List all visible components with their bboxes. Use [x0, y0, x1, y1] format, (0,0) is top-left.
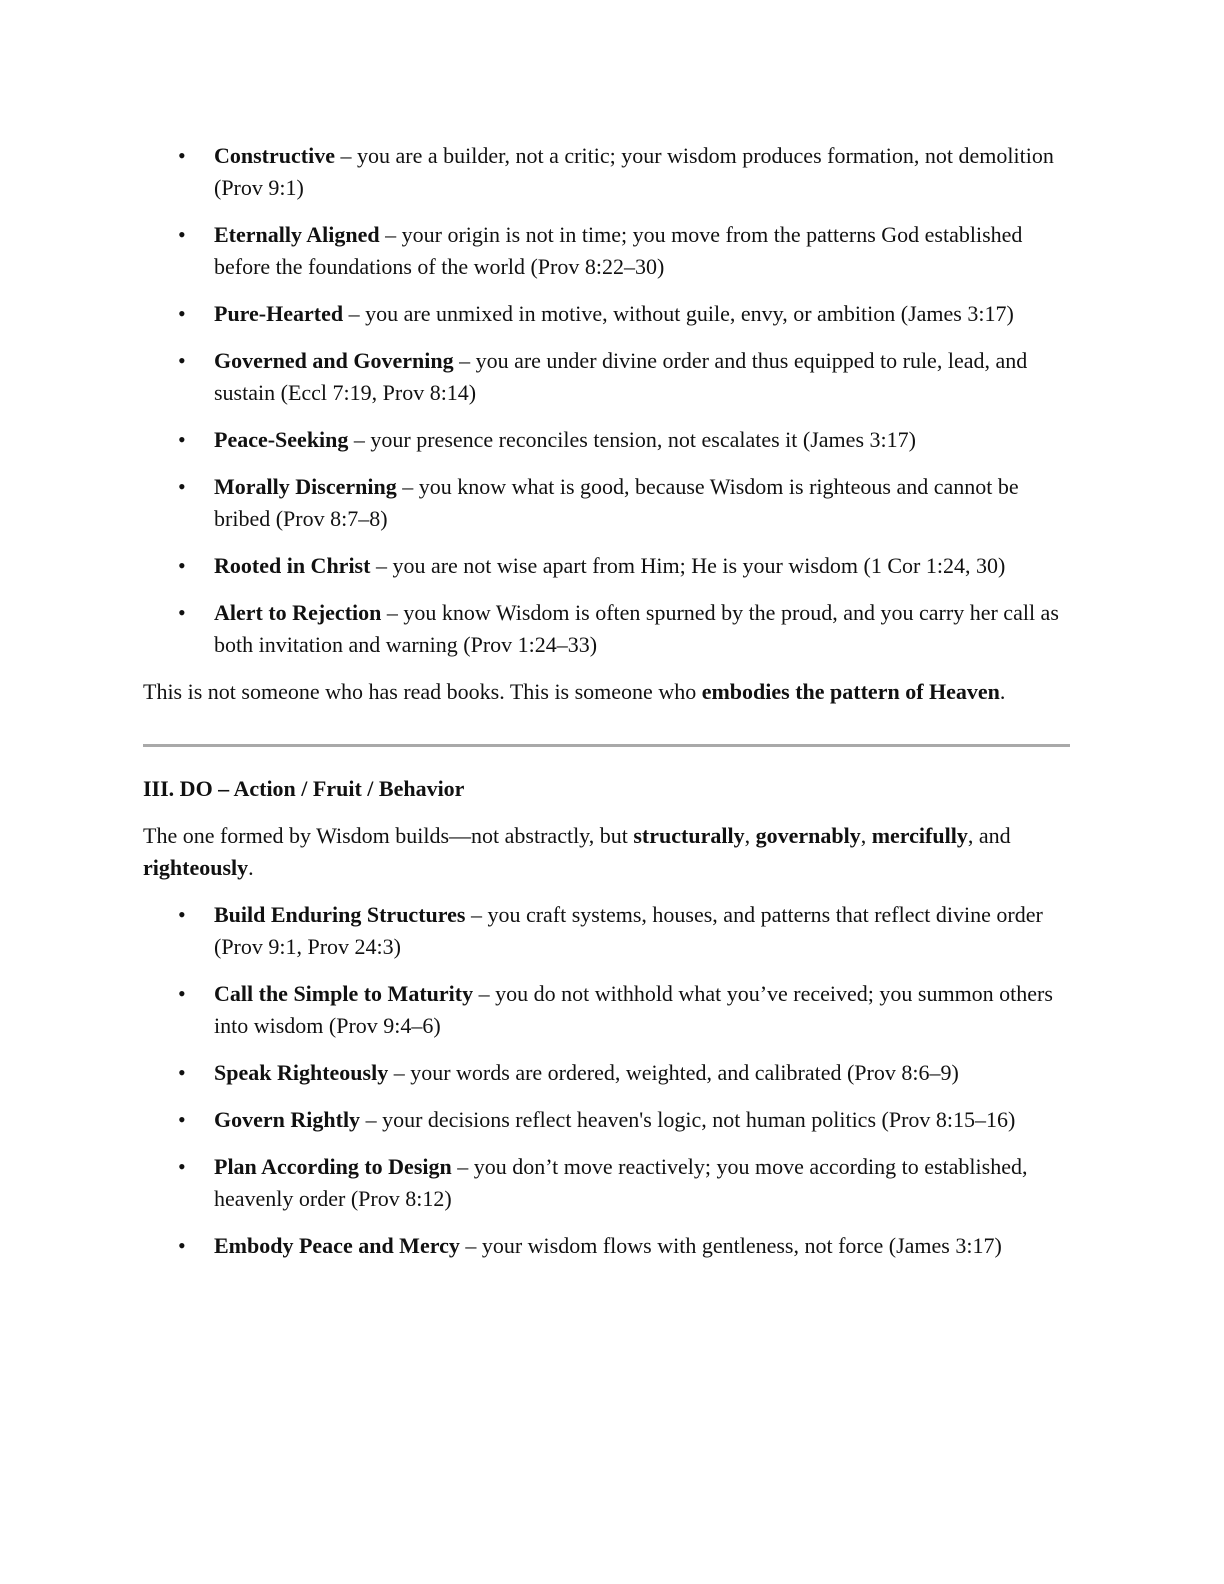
list-item-text: – your origin is not in time; you move from the patterns God established before the foundations of the world (Prov 8:22–30) — [214, 222, 1023, 279]
list-item — [143, 219, 1070, 283]
do-list — [143, 899, 1070, 1262]
list-item-term: Rooted in Christ — [214, 553, 371, 578]
intro-text: , — [744, 823, 756, 848]
summary-period: . — [999, 679, 1006, 704]
summary-paragraph — [143, 676, 1070, 708]
list-item — [143, 1057, 1070, 1089]
list-item-text: – you know Wisdom is often spurned by the proud, and you carry her call as both invitation and warning (Prov 1:24–33) — [214, 600, 1059, 657]
list-item-term: Eternally Aligned — [214, 222, 380, 247]
list-item — [143, 1151, 1070, 1215]
list-item — [143, 1230, 1070, 1262]
list-item-text: – you are unmixed in motive, without guile, envy, or ambition (James 3:17) — [343, 301, 1014, 326]
intro-text: . — [248, 855, 254, 880]
intro-text: , — [860, 823, 872, 848]
list-item — [143, 597, 1070, 661]
intro-text: , and — [967, 823, 1011, 848]
list-item-term: Constructive — [214, 143, 335, 168]
document-page — [143, 140, 1070, 1277]
list-item — [143, 140, 1070, 204]
intro-emphasis: governably — [755, 823, 861, 848]
list-item — [143, 298, 1070, 330]
intro-emphasis: mercifully — [871, 823, 968, 848]
list-item-term: Embody Peace and Mercy — [214, 1233, 460, 1258]
list-item-term: Plan According to Design — [214, 1154, 452, 1179]
intro-text: The one formed by Wisdom builds—not abstractly, but — [143, 823, 634, 848]
list-item-term: Pure-Hearted — [214, 301, 344, 326]
list-item-term: Govern Rightly — [214, 1107, 361, 1132]
list-item-term: Alert to Rejection — [214, 600, 382, 625]
list-item-text: – you do not withhold what you’ve received; you summon others into wisdom (Prov 9:4–6) — [214, 981, 1053, 1038]
intro-emphasis: righteously — [143, 855, 249, 880]
section-intro — [143, 820, 1070, 884]
list-item-text: – your decisions reflect heaven's logic, not human politics (Prov 8:15–16) — [360, 1107, 1016, 1132]
list-item-text: – you craft systems, houses, and patterns that reflect divine order (Prov 9:1, Prov 24:3) — [214, 902, 1043, 959]
summary-text: This is not someone who has read books. This is someone who — [143, 679, 702, 704]
list-item-text: – you are under divine order and thus equipped to rule, lead, and sustain (Eccl 7:19, Prov 8:14) — [214, 348, 1028, 405]
list-item — [143, 345, 1070, 409]
list-item-text: – your words are ordered, weighted, and calibrated (Prov 8:6–9) — [388, 1060, 959, 1085]
intro-emphasis: structurally — [633, 823, 745, 848]
summary-emphasis: embodies the pattern of Heaven — [701, 679, 1000, 704]
list-item-text: – you know what is good, because Wisdom is righteous and cannot be bribed (Prov 8:7–8) — [214, 474, 1019, 531]
list-item-text: – your presence reconciles tension, not escalates it (James 3:17) — [348, 427, 916, 452]
list-item — [143, 1104, 1070, 1136]
list-item-term: Governed and Governing — [214, 348, 454, 373]
list-item — [143, 978, 1070, 1042]
list-item-text: – you are a builder, not a critic; your wisdom produces formation, not demolition (Prov 9:1) — [214, 143, 1054, 200]
list-item — [143, 899, 1070, 963]
list-item — [143, 550, 1070, 582]
list-item — [143, 471, 1070, 535]
section-heading: III. DO – Action / Fruit / Behavior — [143, 776, 465, 801]
list-item-term: Morally Discerning — [214, 474, 397, 499]
list-item-text: – you are not wise apart from Him; He is your wisdom (1 Cor 1:24, 30) — [370, 553, 1006, 578]
list-item-term: Peace-Seeking — [214, 427, 349, 452]
list-item-term: Call the Simple to Maturity — [214, 981, 474, 1006]
section-divider — [143, 744, 1070, 747]
list-item-term: Speak Righteously — [214, 1060, 389, 1085]
list-item-term: Build Enduring Structures — [214, 902, 466, 927]
list-item-text: – your wisdom flows with gentleness, not force (James 3:17) — [459, 1233, 1002, 1258]
list-item-text: – you don’t move reactively; you move according to established, heavenly order (Prov 8:12) — [214, 1154, 1028, 1211]
being-list — [143, 140, 1070, 661]
list-item — [143, 424, 1070, 456]
